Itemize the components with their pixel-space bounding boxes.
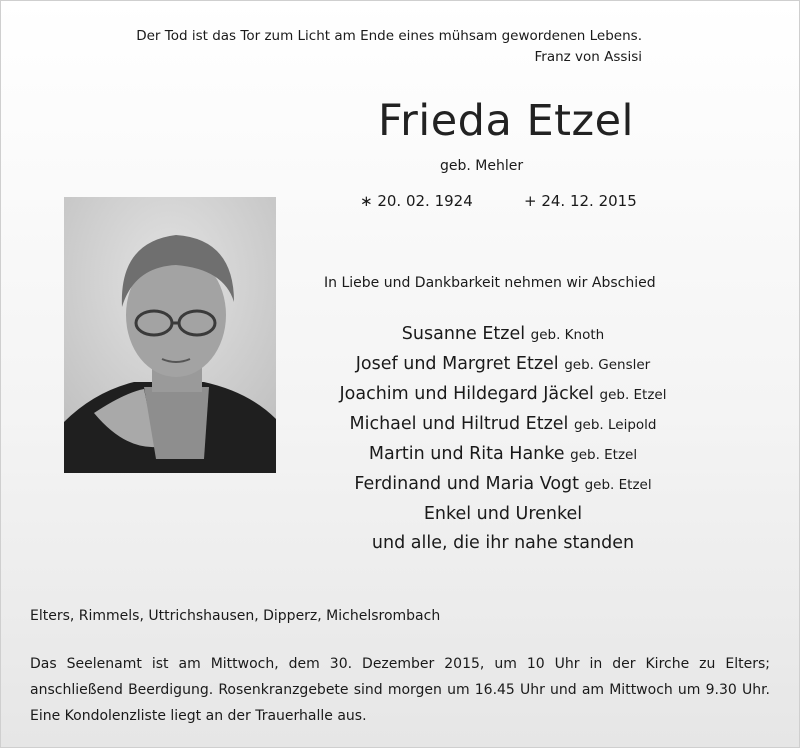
mourner-line	[303, 470, 703, 500]
mourner-birth-name: geb. Etzel	[570, 447, 638, 463]
deceased-name: Frieda Etzel	[378, 96, 635, 146]
epigraph-text: Der Tod ist das Tor zum Licht am Ende eines mühsam gewordenen Lebens.	[136, 28, 642, 44]
mourner-birth-name: geb. Gensler	[564, 357, 651, 373]
mourner-line	[303, 380, 703, 410]
mourner-birth-name: geb. Etzel	[584, 477, 652, 493]
mourner-line	[303, 410, 703, 440]
mourner-line	[303, 320, 703, 350]
mourner-birth-name: geb. Knoth	[530, 327, 605, 343]
mourner-name: Ferdinand und Maria Vogt	[354, 474, 580, 494]
mourner-name: Joachim und Hildegard Jäckel	[339, 384, 594, 404]
mourner-birth-name: geb. Etzel	[599, 387, 667, 403]
mourner-name: Susanne Etzel	[401, 324, 526, 344]
mourner-name: Martin und Rita Hanke	[368, 444, 565, 464]
mourner-line	[303, 529, 703, 558]
places-line: Elters, Rimmels, Uttrichshausen, Dipperz, Michelsrombach	[30, 608, 441, 624]
birth-name: geb. Mehler	[440, 158, 524, 174]
mourner-name: Michael und Hiltrud Etzel	[349, 414, 569, 434]
mourner-name: und alle, die ihr nahe standen	[371, 533, 635, 553]
mourner-line	[303, 440, 703, 470]
farewell-intro: In Liebe und Dankbarkeit nehmen wir Abschied	[324, 275, 656, 291]
epigraph-author: Franz von Assisi	[534, 49, 642, 65]
mourner-birth-name: geb. Leipold	[573, 417, 657, 433]
mourner-name: Josef und Margret Etzel	[355, 354, 559, 374]
epigraph	[136, 26, 642, 68]
mourner-line	[303, 500, 703, 529]
service-notice: Das Seelenamt ist am Mittwoch, dem 30. Dezember 2015, um 10 Uhr in der Kirche zu Elters; anschließend Beerdigung. Rosenkranzgebete sind morgen um 16.45 Uhr und am Mittwoch um 9.30 Uhr. Eine Kondolenzliste liegt an der Trauerhalle aus.	[30, 656, 770, 724]
mourner-name: Enkel und Urenkel	[423, 504, 583, 524]
death-date: + 24. 12. 2015	[524, 192, 637, 210]
birth-date: ∗ 20. 02. 1924	[360, 192, 473, 210]
mourner-line	[303, 350, 703, 380]
portrait-photo	[64, 197, 276, 473]
mourners-list	[303, 320, 703, 558]
